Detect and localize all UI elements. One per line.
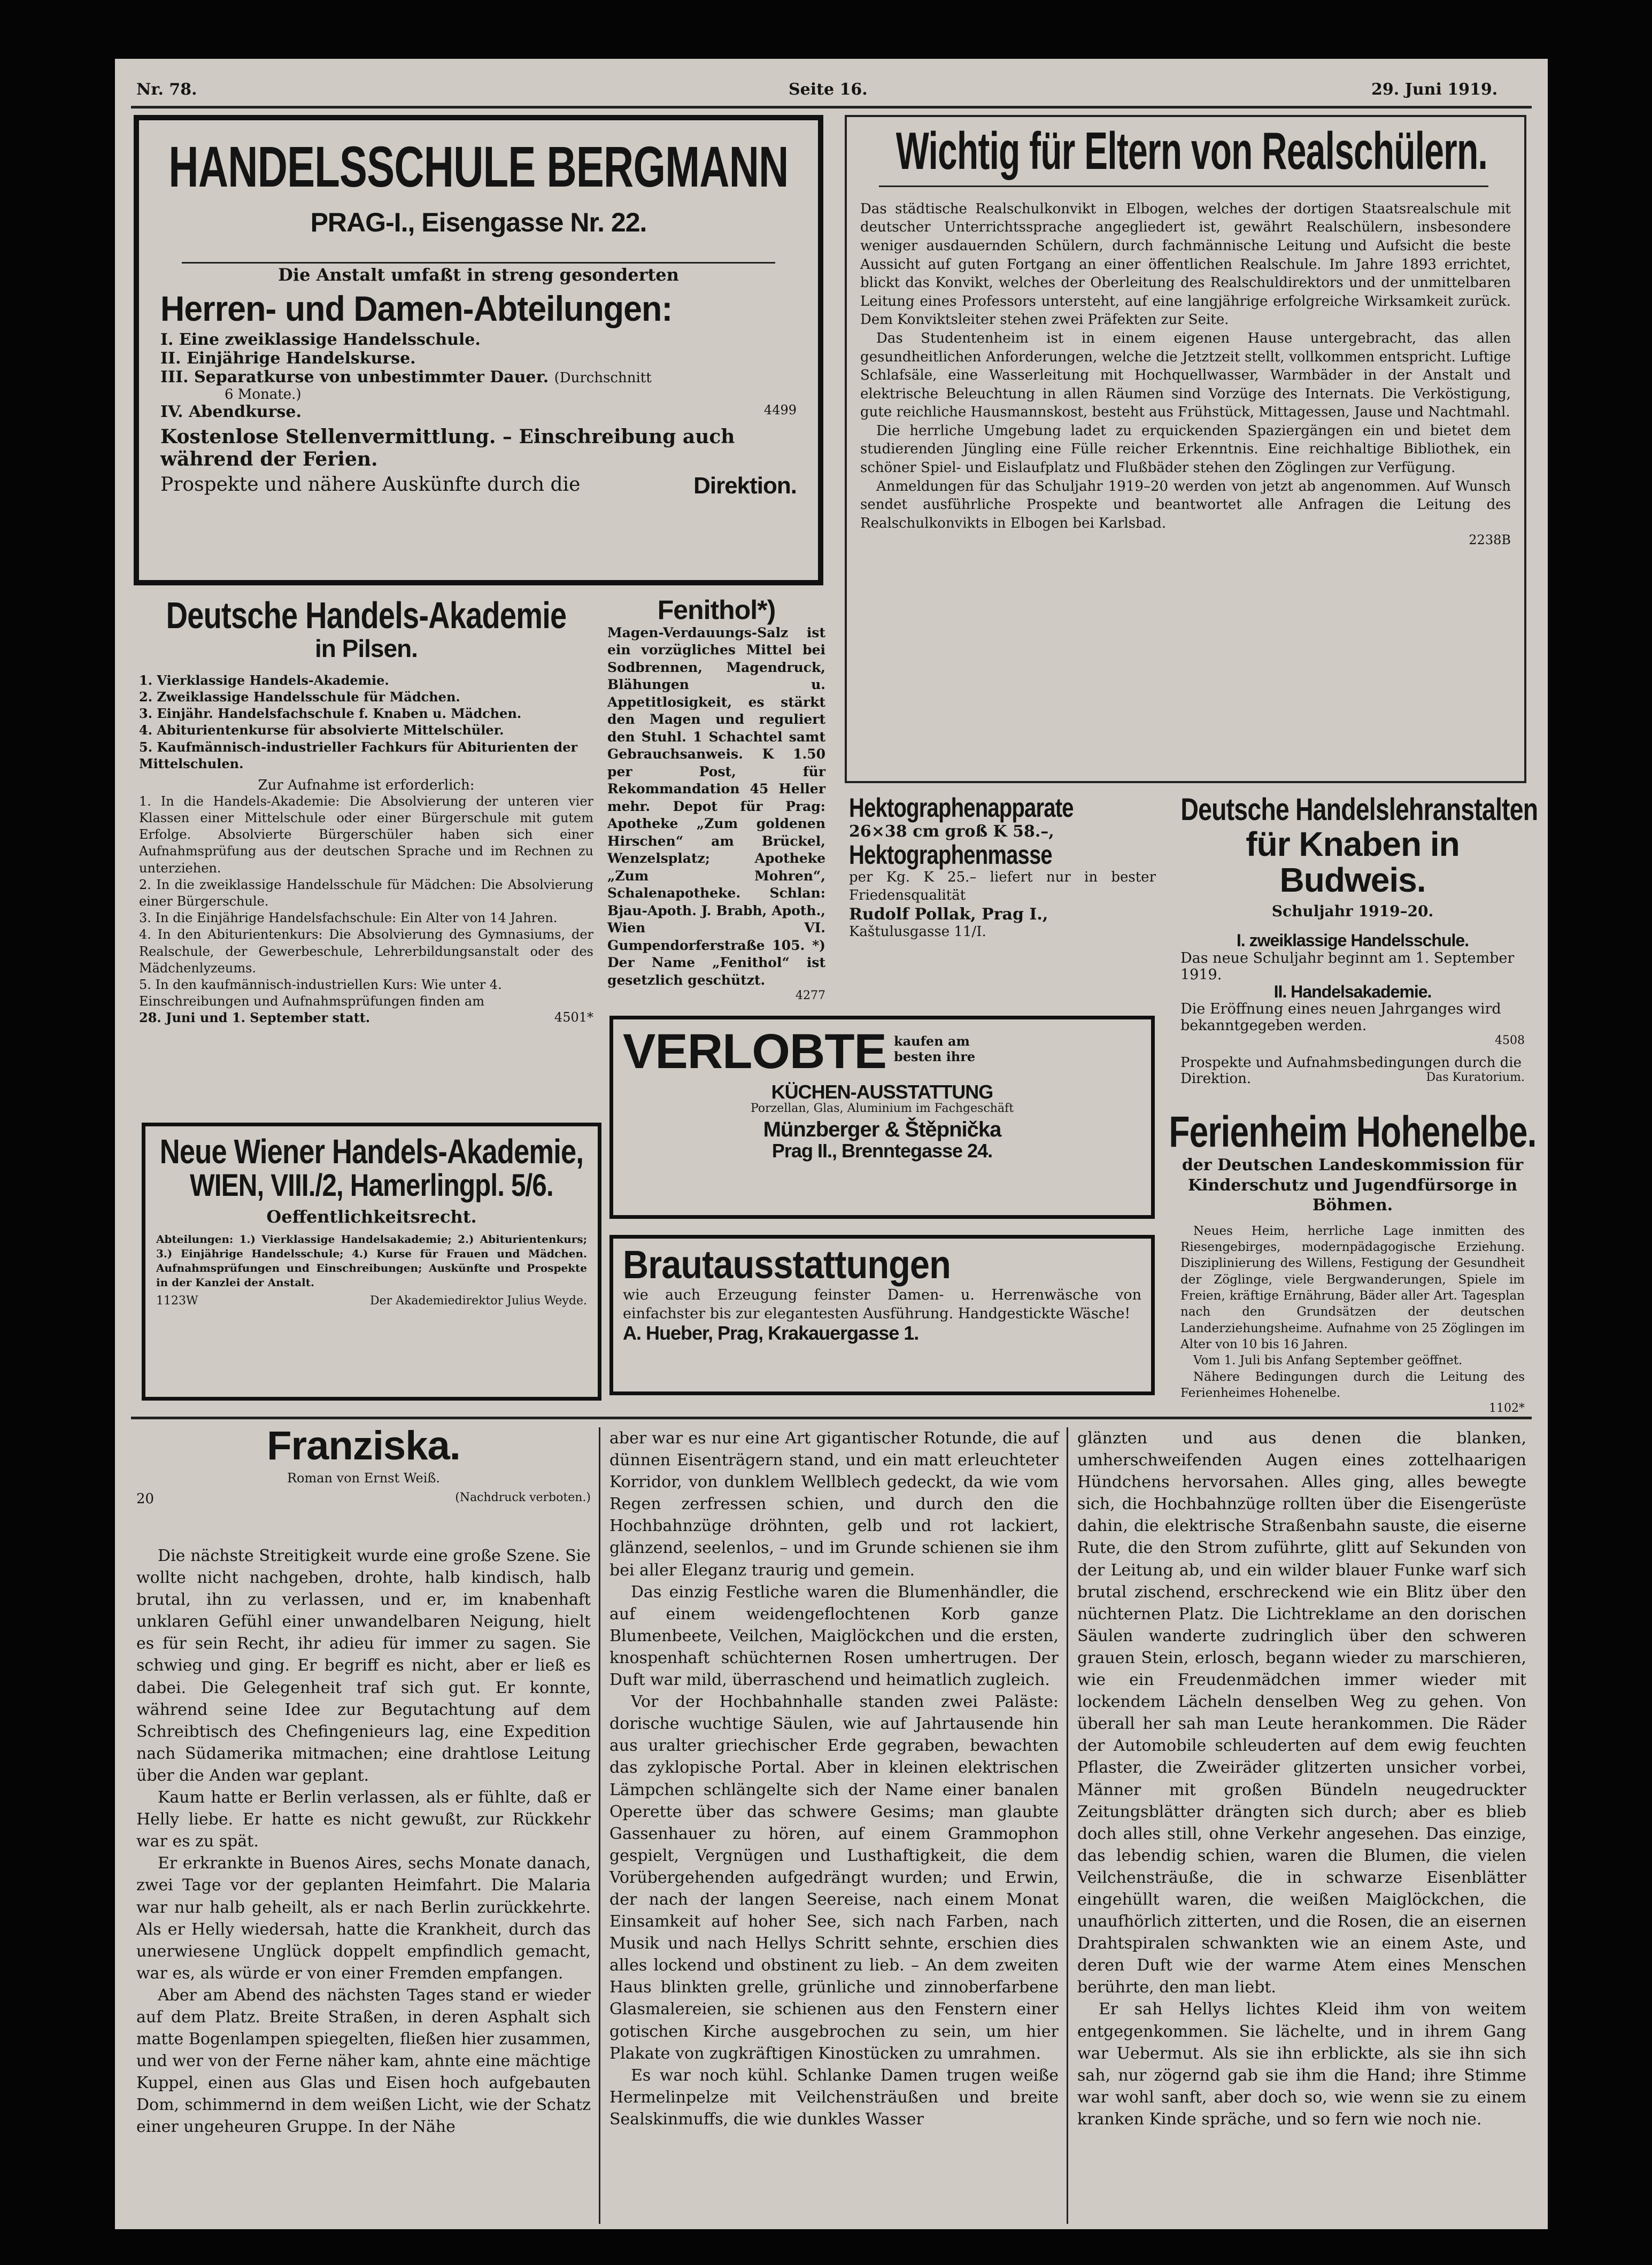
ad6-footer: Prospekte und Aufnahmsbedingungen durch die <box>1180 1055 1522 1071</box>
ad9-text: wie auch Erzeugung feinster Damen- u. Herrenwäsche von einfachster bis zur elegantesten Ausführung. Handgestickte Wäsche! <box>623 1286 1141 1322</box>
ad1-placement: Kostenlose Stellenvermittlung. – Einschreibung auch während der Ferien. <box>160 426 735 471</box>
ad10-footer: Nähere Bedingungen durch die Leitung des Ferienheimes Hohenelbe. <box>1180 1370 1525 1401</box>
serial-col1-para-1: Die nächste Streitigkeit wurde eine große Szene. Sie wollte nicht nachgeben, drohte, halb kindisch, halb brutal, ihn zu verlassen, und er, im knabenhaft unklaren Gefühl einer unwandelbaren Neigung, hielt es für sein Recht, ihr adieu für immer zu sagen. Sie schwieg und ging. Er begriff es nicht, aber er ließ es dabei. Die Gelegenheit traf sich gut. Er konnte, während seine Idee zur Begutachtung auf dem Schreibtisch des Chefingenieurs lag, eine Expedition nach Südamerika mitmachen; eine drahtlose Leitung über die Anden war geplant. <box>136 1547 591 1785</box>
ad8-footer: 1123W Der Akademiedirektor Julius Weyde. <box>156 1294 587 1308</box>
serial-col3-para-2: Er sah Hellys lichtes Kleid ihm von weitem entgegenkommen. Sie lächelte, und in ihrem Gang war Uebermut. Als sie ihn erblickte, als sie ihn sich sah, nur zögernd gab sie ihm die Hand; ihre Stimme war wohl sanft, aber doch so, wie wenn sie zu einem kranken Kinde spräche, und so fern wie noch nie. <box>1077 2000 1526 2129</box>
column-rule-2 <box>1067 1427 1068 2224</box>
ad5-price-1: 26×38 cm groß K 58.–, <box>849 822 1054 841</box>
ad10-text: Neues Heim, herrliche Lage inmitten des Riesengebirges, modernpädagogische Erziehung. Disziplinierung des Willens, Festigung der Gesundheit der Zöglinge, viele Bergwanderungen, Spiele im Freien, kräftige Ernährung, Bäder aller Art. Tagesplan nach den Grundsätzen der deutschen Landerziehungsheime. Aufnahme von 25 Zöglingen im Alter von 10 bis 16 Jahren. <box>1180 1224 1525 1352</box>
ad6-school-1-text: Das neue Schuljahr beginnt am 1. September 1919. <box>1180 949 1515 983</box>
ad3-course-2: 2. Zweiklassige Handelsschule für Mädchen. <box>139 689 460 705</box>
ad2-paragraph-3: Die herrliche Umgebung ladet zu erquickenden Spaziergängen ein und bietet dem studierenden Jüngling eine Fülle reicher Erkenntnis. Eine reichhaltige Bibliothek, ein schöner Spiel- und Eislaufplatz und Flußbäder stehen den Zöglingen zur Verfügung. <box>860 422 1511 476</box>
ad-fenithol <box>604 596 829 1002</box>
ad4-text: Magen-Verdauungs-Salz ist ein vorzügliches Mittel bei Sodbrennen, Magendruck, Blähungen u. Appetitlosigkeit, es stärkt den Magen und reguliert den Stuhl. 1 Schachtel samt Gebrauchsanweis. K 1.50 per Post, für Rekommandation 45 Heller mehr. Depot für Prag: Apotheke „Zum goldenen Hirschen“ am Brückel, Wenzelsplatz; Apotheke „Zum Mohren“, Schalenapotheke. Schlan: Bjau-Apoth. J. Brabh, Apoth., Wien VI. Gumpendorferstraße 105. *) Der Name „Fenithol“ ist gesetzlich geschützt. <box>607 624 825 988</box>
ad1-item-1: I. Eine zweiklassige Handelsschule. <box>160 330 481 350</box>
ad10-code: 1102* <box>1489 1401 1525 1415</box>
ad6-footer-2: Direktion. Das Kuratorium. <box>1180 1071 1525 1087</box>
ad2-rule <box>879 185 1488 187</box>
ad-verlobte <box>609 1016 1155 1219</box>
ad1-item-4: IV. Abendkurse. 4499 <box>160 403 797 422</box>
ad3-requirement-3: 3. In die Einjährige Handelsfachschule: Ein Alter von 14 Jahren. <box>139 910 558 926</box>
ad3-course-list <box>139 672 593 772</box>
ad2-paragraph-4: Anmeldungen für das Schuljahr 1919–20 werden von jetzt ab angenommen. Auf Wunsch sendet ausführliche Prospekte und beantwortet alle Anfragen die Leitung des Realschulkonvikts in Elbogen bei Karlsbad. <box>860 478 1511 531</box>
ad7-address: Prag II., Brenntegasse 24. <box>771 1140 993 1162</box>
ad-handelsschule-bergmann <box>134 115 823 585</box>
ad1-title: HANDELSSCHULE BERGMANN <box>168 134 789 199</box>
serial-col2-para-3: Vor der Hochbahnhalle standen zwei Paläste: dorische wuchtige Säulen, wie auf Jahrtausende hin aus uralter griechischer Erde gegraben, bewachten das zyklopische Portal. Aber in kleinen elektrischen Lämpchen schlängelte sich der Name einer banalen Operette über das schwere Gesims; man glaubte Gassenhauer zu hören, auf einem Grammophon gespielt, Vergnügen und Lusthaftigkeit, die dem Vorübergehenden aufgedrängt wurden; und Erwin, der nach der langen Seereise, nach einem Monat Einsamkeit auf hoher See, sich nach Farben, nach Musik und nach Hellys Schritt sehnte, erschien dies alles lockend und obstinent zu lieb. – An dem zweiten Haus blinkten grelle, grünliche und zinnoberfarbene Glasmalereien, sie schienen aus den Fenstern einer gotischen Kirche ausgebrochen zu sein, um hier Plakate von zugkräftigen Kinostücken zu umrahmen. <box>609 1692 1059 2063</box>
ad6-school-2-text: Die Eröffnung eines neuen Jahrganges wird bekanntgegeben werden. <box>1180 1001 1501 1034</box>
serial-byline: Roman von Ernst Weiß. <box>287 1470 441 1486</box>
serial-column-1 <box>136 1545 591 2224</box>
ad1-item-3-note-2: 6 Monate.) <box>225 386 302 403</box>
ad3-requirement-1: 1. In die Handels-Akademie: Die Absolvierung der unteren vier Klassen einer Mittelschule oder einer Bürgerschule mit gutem Erfolge. Absolvierte Bürgerschüler haben sich einer Aufnahmsprüfung aus der deutschen Sprache und im Rechnen zu unterziehen. <box>139 793 593 876</box>
ad3-course-1: 1. Vierklassige Handels-Akademie. <box>139 672 389 688</box>
ad-handels-akademie-pilsen <box>134 596 599 1109</box>
ad6-code: 4508 <box>1495 1034 1525 1048</box>
ad10-title: Ferienheim Hohenelbe. <box>1169 1108 1537 1156</box>
serial-header <box>136 1425 591 1507</box>
ad8-subtitle: Oeffentlichkeitsrecht. <box>266 1207 477 1227</box>
ad2-title: Wichtig für Eltern von Realschülern. <box>896 121 1488 180</box>
serial-col1-para-2: Kaum hatte er Berlin verlassen, als er fühlte, daß er Helly liebe. Er hatte es nicht gewußt, zur Rückkehr war es zu spät. <box>136 1788 591 1851</box>
page-number: Seite 16. <box>789 80 868 99</box>
serial-title: Franziska. <box>267 1423 460 1468</box>
column-rule-1 <box>599 1427 600 2224</box>
ad-handelslehranstalten-budweis <box>1176 792 1538 1104</box>
ad1-footer: Prospekte und nähere Auskünfte durch die Direktion. <box>160 473 797 499</box>
ad3-requirements <box>139 793 593 1010</box>
ad3-title: Deutsche Handels-Akademie <box>166 594 567 636</box>
ad-hektographen <box>845 794 1160 1008</box>
ad2-code: 2238B <box>1469 532 1511 548</box>
ad5-title: Hektographenapparate <box>849 793 1074 823</box>
ad6-subtitle: für Knaben in Budweis. <box>1246 824 1460 900</box>
ad6-school-1: I. zweiklassige Handelsschule. <box>1236 931 1469 950</box>
serial-col2-para-2: Das einzig Festliche waren die Blumenhändler, die auf einem weidengeflochtenen Korb ganze Blumenbeete, Veilchen, Maiglöckchen und die ersten, knospenhaft schüchternen Rosen umhertrugen. Der Duft war mild, überraschend und heimatlich zugleich. <box>609 1582 1059 1690</box>
ad8-title: Neue Wiener Handels-Akademie, <box>159 1132 584 1171</box>
ad2-paragraph-2: Das Studentenheim ist in einem eigenen Hause untergebracht, das allen gesundheitlichen Anforderungen, welche die Jetztzeit stellt, vollkommen entspricht. Luftige Schlafsäle, eine Wasserleitung mit Hochquellwasser, Warmbäder in der Anstalt und elektrische Beleuchtung in allen Räumen sind Vorzüge des Internats. Die Verköstigung, gute reichliche Hausmannskost, besteht aus Frühstück, Mittagessen, Jause und Nachtmahl. <box>860 330 1511 421</box>
ad-realschulkonvikt <box>845 115 1526 783</box>
ad1-item-2: II. Einjährige Handelskurse. <box>160 349 416 368</box>
ad7-tagline: kaufen am besten ihre <box>893 1033 976 1064</box>
ad-brautausstattungen <box>609 1235 1155 1395</box>
serial-column-2 <box>609 1427 1059 2224</box>
ad2-paragraph-1: Das städtische Realschulkonvikt in Elbogen, welches der dortigen Staatsrealschule mit deutscher Unterrichtssprache angegliedert ist, gewährt Realschülern, insbesondere weniger ausdauernden Schülern, durch fachmännische Leitung und Aufsicht die beste Aussicht auf guten Fortgang an einer öffentlichen Realschule. Im Jahre 1893 errichtet, blickt das Konvikt, welches der Oberleitung des Realschuldirektors und der unmittelbaren Leitung eines Professors untersteht, auf eine langjährige erfolgreiche Wirksamkeit zurück. Dem Konviktsleiter stehen zwei Präfekten zur Seite. <box>860 200 1511 328</box>
ad3-requirement-2: 2. In die zweiklassige Handelsschule für Mädchen: Die Absolvierung einer Bürgerschule. <box>139 877 593 909</box>
ad9-title: Brautausstattungen <box>623 1242 951 1287</box>
ad7-subtitle: KÜCHEN-AUSSTATTUNG <box>771 1080 993 1103</box>
ad10-dates: Vom 1. Juli bis Anfang September geöffnet. <box>1193 1354 1463 1368</box>
ad3-course-3: 3. Einjähr. Handelsfachschule f. Knaben u. Mädchen. <box>139 706 522 722</box>
ad10-subtitle: der Deutschen Landeskommission für Kinderschutz und Jugendfürsorge in Böhmen. <box>1182 1156 1524 1215</box>
ad7-header <box>623 1026 1141 1078</box>
ad8-address: WIEN, VIII./2, Hamerlingpl. 5/6. <box>190 1168 553 1203</box>
ad3-requirement-4: 4. In den Abiturientenkurs: Die Absolvierung des Gymnasiums, der Realschule, der Gewerbeschule, Lehrerbildungsanstalt oder des Mädchenlyzeums. <box>139 927 593 976</box>
issue-date: 29. Juni 1919. <box>1371 80 1498 99</box>
ad7-company: Münzberger & Štěpnička <box>763 1118 1001 1142</box>
ad3-requirement-5: 5. In den kaufmännisch-industriellen Kurs: Wie unter 4. <box>139 977 502 992</box>
ad1-departments: Herren- und Damen-Abteilungen: <box>160 288 673 328</box>
ad7-title: VERLOBTE <box>623 1024 886 1079</box>
header-rule <box>131 106 1532 109</box>
ad1-rule <box>182 262 775 264</box>
ad-ferienheim-hohenelbe <box>1169 1108 1537 1415</box>
serial-meta: 20 (Nachdruck verboten.) <box>136 1490 591 1507</box>
ad8-text: Abteilungen: 1.) Vierklassige Handelsakademie; 2.) Abiturientenkurs; 3.) Einjährige Handelsschule; 4.) Kurse für Frauen und Mädchen. Aufnahmsprüfungen und Einschreibungen; Auskünfte und Prospekte in der Kanzlei der Anstalt. <box>156 1233 587 1289</box>
serial-col1-para-3: Er erkrankte in Buenos Aires, sechs Monate danach, zwei Tage vor der geplanten Heimfahrt. Die Malaria war nur halb geheilt, als er nach Berlin zurückkehrte. Als er Helly wiedersah, hatte die Krankheit, durch das unerwiesene Unglück doppelt empfindlich gemacht, war es, als würde er von einer Fremden empfangen. <box>136 1854 591 1983</box>
ad4-code: 4277 <box>796 989 825 1002</box>
newspaper-page <box>115 59 1548 2229</box>
ad1-intro: Die Anstalt umfaßt in streng gesonderten <box>278 264 679 285</box>
feuilleton-rule <box>131 1417 1532 1419</box>
serial-column-3 <box>1077 1427 1526 2224</box>
ad-neue-wiener-handels-akademie <box>142 1123 601 1401</box>
ad5-company: Rudolf Pollak, Prag I., <box>849 905 1048 924</box>
serial-col3-para-1: glänzten und aus denen die blanken, umherschweifenden Augen eines zottelhaarigen Hündchens hervorsahen. Alles ging, alles bewegte sich, die Hochbahnzüge rollten über die Eisengerüste dahin, die elektrische Straßenbahn sauste, die eiserne Rute, die den Strom zuführte, glitt auf Sekunden von der Leitung ab, und ein wilder blauer Funke warf sich brutal zischend, erschreckend wie ein Blitz über den nüchternen Platz. Die Lichtreklame an den dorischen Säulen wanderte zudringlich über den schweren grauen Stein, erlosch, begann wieder zu marschieren, wie ein Freudenmädchen immer wieder mit lockendem Lächeln denselben Weg zu gehen. Von überall her sah man Leute herankommen. Die Räder der Automobile schleuderten auf dem ewig feuchten Pflaster, die Zweiräder glitzerten unsicher vorbei, Männer mit großen Bündeln neugedruckter Zeitungsblätter drängten sich durch; aber es blieb doch alles still, ohne Verkehr angesehen. Das einzige, das lebendig schien, waren die Blumen, die vielen Veilchensträuße, die in schwarze Eisenblätter eingehüllt waren, die weißen Maiglöckchen, die unaufhörlich zitterten, und die Rosen, die an eisernen Drahtspiralen schwankten wie an einem Aste, und deren Duft wie der warme Atem eines Menschen berührte, den man liebt. <box>1077 1429 1526 1997</box>
ad5-text: per Kg. K 25.– liefert nur in bester Friedensqualität <box>849 869 1156 903</box>
ad5-title-2: Hektographenmasse <box>849 839 1052 870</box>
ad3-dates: 28. Juni und 1. September statt. 4501* <box>139 1010 593 1026</box>
ad5-address: Kaštulusgasse 11/I. <box>849 923 986 940</box>
ad7-goods: Porzellan, Glas, Aluminium im Fachgeschäft <box>750 1102 1014 1116</box>
ad3-admission-heading: Zur Aufnahme ist erforderlich: <box>258 777 475 793</box>
serial-col2-para-4: Es war noch kühl. Schlanke Damen trugen weiße Hermelinpelze mit Veilchensträußen und breite Sealskinmuffs, die wie dunkles Wasser <box>609 2066 1059 2129</box>
ad1-item-3: III. Separatkurse von unbestimmter Dauer. (Durchschnitt <box>160 368 652 387</box>
serial-col1-para-4: Aber am Abend des nächsten Tages stand er wieder auf dem Platz. Breite Straßen, in deren Asphalt sich matte Bogenlampen spiegelten, fließen hier zusammen, und wer von der Ferne näher kam, ahnte eine mächtige Kuppel, einen aus Glas und Eisen hoch aufgebauten Dom, schimmernd in dem weißen Licht, wie der Schatz einer ungeheuren Gruppe. In der Nähe <box>136 1985 591 2137</box>
ad3-course-4: 4. Abiturientenkurse für absolvierte Mittelschüler. <box>139 722 504 738</box>
ad6-title: Deutsche Handelslehranstalten <box>1180 792 1538 827</box>
issue-number: Nr. 78. <box>136 80 197 99</box>
ad6-school-2: II. Handelsakademie. <box>1273 981 1432 1001</box>
ad1-address: PRAG-I., Eisengasse Nr. 22. <box>310 207 647 238</box>
ad3-requirement-6: Einschreibungen und Aufnahmsprüfungen finden am <box>139 994 484 1009</box>
ad9-company: A. Hueber, Prag, Krakauergasse 1. <box>623 1321 919 1344</box>
ad3-city: in Pilsen. <box>315 634 418 662</box>
ad3-course-5: 5. Kaufmännisch-industrieller Fachkurs für Abiturienten der Mittelschulen. <box>139 739 578 771</box>
ad6-year: Schuljahr 1919–20. <box>1271 902 1434 921</box>
serial-col2-para-1: aber war es nur eine Art gigantischer Rotunde, die auf dünnen Eisenträgern stand, und ein matt erleuchteter Korridor, von dunklem Wellblech gedeckt, da wie vom Regen zerfressen schien, und durch den die Hochbahnzüge dröhnten, gelb und rot lackiert, glänzend, seelenlos, – und im Grunde schienen sie ihm bei aller Eleganz traurig und gemein. <box>609 1429 1059 1580</box>
ad4-title: Fenithol*) <box>657 595 776 625</box>
